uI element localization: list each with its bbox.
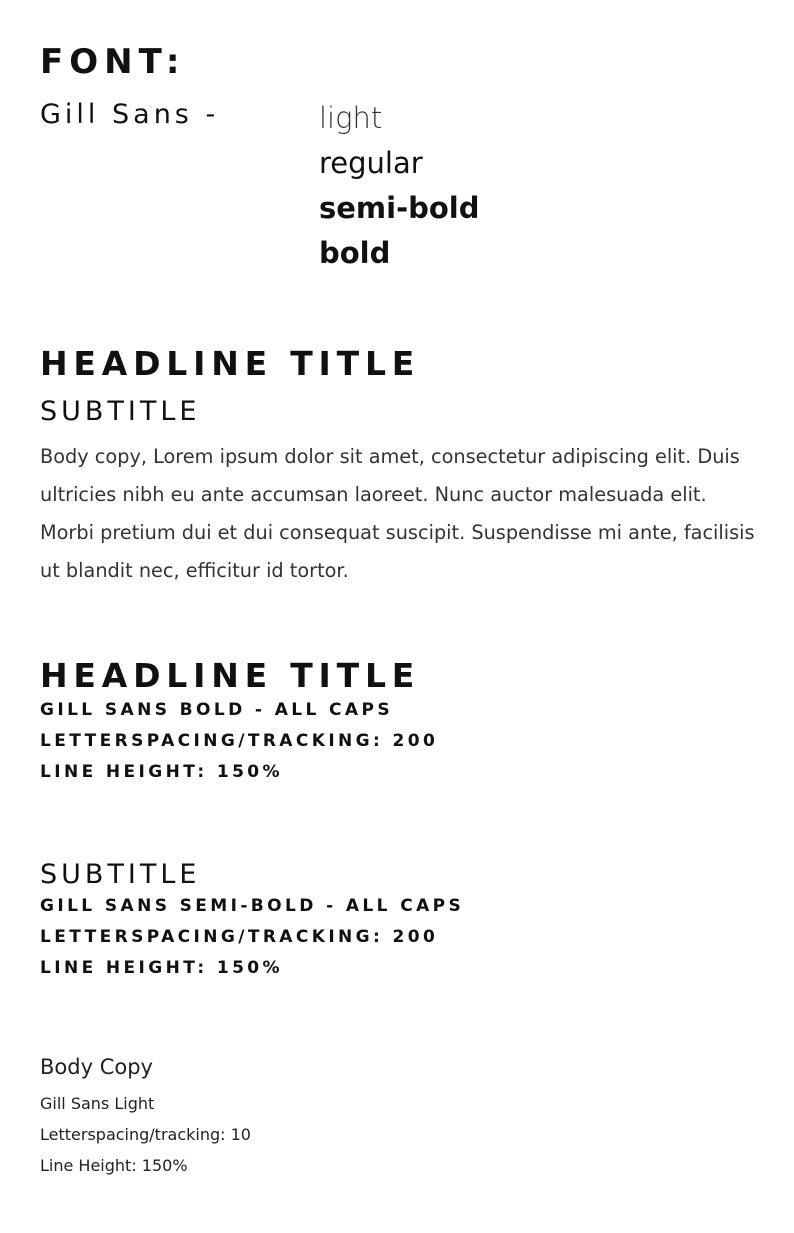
subtitle-spec-line: LINE HEIGHT: 150% [40, 958, 283, 978]
headline-spec-line: LINE HEIGHT: 150% [40, 762, 283, 782]
body-spec-lines [40, 1088, 251, 1181]
body-spec-line: Letterspacing/tracking: 10 [40, 1125, 251, 1144]
subtitle-spec-title: SUBTITLE [40, 859, 201, 890]
weight-semi-bold: semi-bold [319, 191, 480, 225]
font-weight-list [319, 96, 480, 276]
subtitle-spec-line: GILL SANS SEMI-BOLD - ALL CAPS [40, 896, 465, 916]
sample-subtitle: SUBTITLE [40, 396, 201, 427]
font-label: FONT: [40, 42, 186, 82]
body-spec-line: Gill Sans Light [40, 1094, 155, 1113]
weight-bold: bold [319, 236, 391, 270]
body-spec-line: Line Height: 150% [40, 1156, 188, 1175]
font-family-name: Gill Sans - [40, 99, 220, 130]
headline-spec-lines [40, 695, 438, 788]
weight-regular: regular [319, 146, 423, 180]
subtitle-spec-line: LETTERSPACING/TRACKING: 200 [40, 927, 439, 947]
headline-spec-line: GILL SANS BOLD - ALL CAPS [40, 700, 393, 720]
subtitle-spec-lines [40, 891, 464, 984]
sample-body-copy: Body copy, Lorem ipsum dolor sit amet, consectetur adipiscing elit. Duis ultricies nibh eu ante accumsan laoreet. Nunc auctor malesuada elit. Morbi pretium dui et dui consequat suscipit. Suspendisse mi ante, facilisis ut blandit nec, efficitur id tortor. [40, 445, 755, 582]
weight-light: light [319, 101, 383, 135]
headline-spec-line: LETTERSPACING/TRACKING: 200 [40, 731, 439, 751]
body-spec-title: Body Copy [40, 1055, 153, 1079]
sample-headline: HEADLINE TITLE [40, 344, 421, 383]
headline-spec-title: HEADLINE TITLE [40, 656, 421, 695]
